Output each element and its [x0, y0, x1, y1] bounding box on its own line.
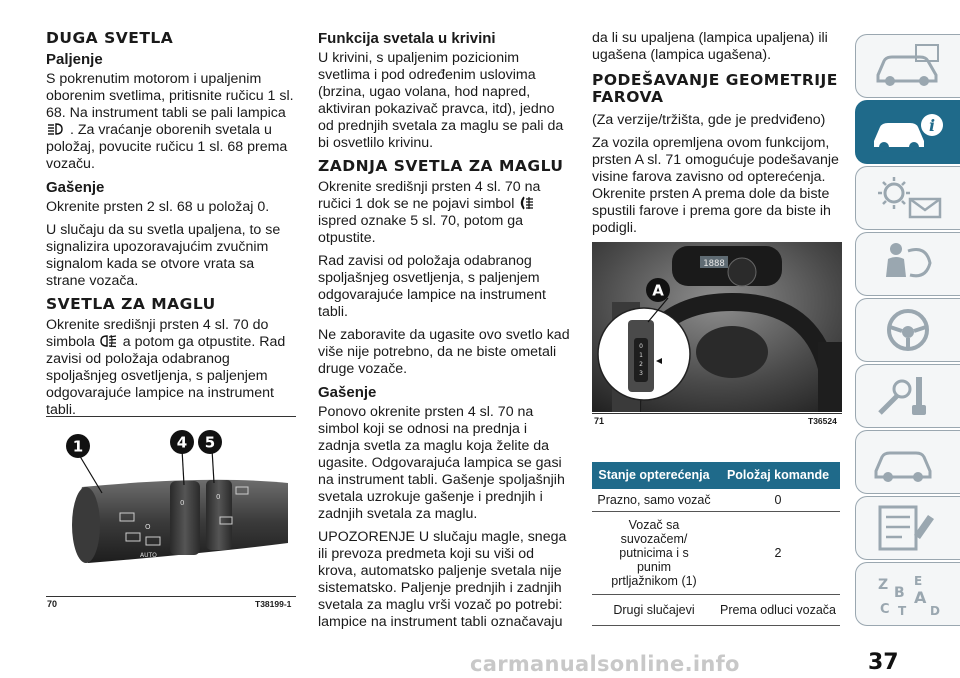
section-title-podesavanje: PODEŠAVANJE GEOMETRIJE FAROVA [592, 71, 838, 106]
svg-text:0: 0 [180, 499, 185, 507]
svg-text:0: 0 [216, 493, 221, 501]
maintenance-checklist-icon [870, 505, 946, 551]
car-service-icon [870, 439, 946, 485]
warning-lights-icon [870, 175, 946, 221]
paragraph-paljenje: S pokrenutim motorom i upaljenim oborenim svetlima, pritisnite ručicu 1 sl. 68. Na instrument tabli se pali lampica . Za vraćanje oborenih svetala u položaj, povucite ručicu 1 sl. 68 prema vozaču. [46, 71, 294, 172]
column-middle [318, 30, 570, 637]
index-letters-icon [870, 571, 946, 617]
paragraph-magla: Okrenite središnji prsten 4 sl. 70 do simbola a potom ga otpustite. Rad zavisi od položaja odabranog spoljašnjeg osvetljenja, s paljenjem odgovarajuće lampice na instrument tabli. [46, 317, 286, 418]
section-title-zadnja-svetla: ZADNJA SVETLA ZA MAGLU [318, 157, 564, 175]
svg-text:4: 4 [176, 433, 188, 452]
car-info-icon [870, 109, 946, 155]
svg-text:A: A [914, 588, 927, 607]
section-title-duga-svetla: DUGA SVETLA [46, 29, 174, 47]
figure-71-dashboard-photo [592, 242, 842, 412]
svg-text:E: E [914, 574, 923, 588]
tab-index[interactable] [855, 562, 960, 626]
car-overview-icon [870, 43, 946, 89]
figure-71-bottom-rule [592, 413, 842, 414]
high-beam-icon [46, 122, 66, 136]
paragraph-zadnja-2: Rad zavisi od položaja odabranog spoljašnjeg osvetljenja, s paljenjem odgovarajuće lampice na instrument tabli. [318, 253, 546, 320]
paragraph-zadnja-1: Okrenite središnji prsten 4 sl. 70 na ručici 1 dok se ne pojavi simbol ispred oznake 5 sl. 70, potom ga otpustite. [318, 179, 541, 246]
rear-fog-light-icon [518, 196, 538, 210]
figure-70-number: 70 [47, 599, 58, 609]
subtitle-gasenje: Gašenje [46, 179, 105, 196]
svg-text:D: D [930, 604, 940, 617]
tab-tools[interactable] [855, 364, 960, 428]
table-header-stanje: Stanje opterećenja [592, 462, 716, 489]
subtitle-gasenje-2: Gašenje [318, 384, 377, 401]
paragraph-zadnja-3: Ne zaboravite da ugasite ovo svetlo kad više nije potrebno, da ne biste ometali druge vozače. [318, 327, 570, 377]
paragraph-gasenje-2: U slučaju da su svetla upaljena, to se signalizira upozoravajućim zvučnim signalom kada se otvore vrata sa strane vozača. [46, 222, 281, 289]
svg-text:1: 1 [639, 352, 643, 359]
tab-car-overview[interactable] [855, 34, 960, 98]
paragraph-krivini: U krivini, s upaljenim pozicionim svetlima i pod određenim uslovima (brzina, ugao volana, hod napred, aktiviran pokazivač pravca, itd), jedno od prednjih svetala za maglu se pali da bi osvetlilo krivinu. [318, 50, 564, 151]
paragraph-gasenje-magla: Ponovo okrenite prsten 4 sl. 70 na simbol koji se odnosi na prednja i zadnja svetla za maglu koja želite da ugasite. Odgovarajuća lampica se gasi na instrument tabli. Gašenje spoljašnjih svetala uzrokuje gašenje i prednjih i zadnjih svetala za maglu. [318, 404, 565, 522]
svg-text:C: C [880, 602, 890, 617]
subtitle-funkcija-krivini: Funkcija svetala u krivini [318, 30, 496, 47]
table-row: Prazno, samo vozač 0 [592, 489, 840, 512]
section-title-svetla-za-maglu: SVETLA ZA MAGLU [46, 295, 216, 313]
column-right [592, 30, 842, 243]
figure-70-code: T38199-1 [255, 599, 292, 609]
front-fog-light-icon [99, 334, 119, 348]
figure-top-rule [46, 416, 296, 417]
figure-bottom-rule [46, 596, 296, 597]
load-position-table [592, 462, 840, 626]
table-header-polozaj: Položaj komande [716, 462, 840, 489]
tab-safety[interactable] [855, 232, 960, 296]
steering-wheel-icon [870, 307, 946, 353]
table-row: Drugi slučajevi Prema odluci vozača [592, 595, 840, 626]
figure-71-number: 71 [594, 416, 605, 426]
svg-text:5: 5 [204, 433, 216, 452]
svg-text:Z: Z [878, 577, 889, 593]
tab-maintenance[interactable] [855, 496, 960, 560]
svg-text:T: T [898, 604, 907, 617]
figure-71-code: T36524 [808, 416, 837, 426]
svg-text:O: O [145, 523, 151, 531]
table-row: Vozač sa suvozačem/ putnicima i s punim prtljažnikom (1) 2 [592, 512, 840, 595]
page-number: 37 [868, 650, 899, 675]
paragraph-gasenje-1: Okrenite prsten 2 sl. 68 u položaj 0. [46, 199, 270, 215]
svg-text:AUTO: AUTO [140, 552, 157, 559]
svg-text:A: A [652, 281, 664, 300]
tools-icon [870, 373, 946, 419]
tab-car-service[interactable] [855, 430, 960, 494]
svg-text:0: 0 [639, 343, 643, 350]
figure-70-lever-illustration [60, 425, 292, 595]
safety-airbag-icon [870, 241, 946, 287]
watermark: carmanualsonline.info [470, 652, 740, 676]
tab-steering[interactable] [855, 298, 960, 362]
paragraph-continuation: da li su upaljena (lampica upaljena) ili ugašena (lampica ugašena). [592, 30, 828, 63]
subtitle-paljenje: Paljenje [46, 51, 103, 68]
svg-text:1888: 1888 [703, 259, 725, 269]
svg-text:3: 3 [639, 370, 643, 377]
paragraph-upozorenje: UPOZORENJE U slučaju magle, snega ili prevoza predmeta koji su viši od krova, automatsko paljenje svetala nije sistematsko. Paljenje prednjih i zadnjih svetala za maglu vrši vozač po potrebi: lampice na instrument tabli označavaju [318, 529, 567, 630]
svg-text:1: 1 [72, 437, 84, 456]
tab-warning-lights[interactable] [855, 166, 960, 230]
svg-text:2: 2 [639, 361, 643, 368]
svg-text:i: i [928, 116, 936, 135]
paragraph-podesavanje-2: Za vozila opremljena ovom funkcijom, prsten A sl. 71 omogućuje podešavanje visine farova zavisno od opterećenja. Okrenite prsten A prema dole da biste spustili farove i prema gore da biste ih podigli. [592, 135, 839, 236]
paragraph-podesavanje-1: (Za verzije/tržišta, gde je predviđeno) [592, 112, 826, 128]
tab-car-info[interactable] [855, 100, 960, 164]
column-left [46, 30, 296, 425]
svg-text:B: B [894, 585, 905, 601]
